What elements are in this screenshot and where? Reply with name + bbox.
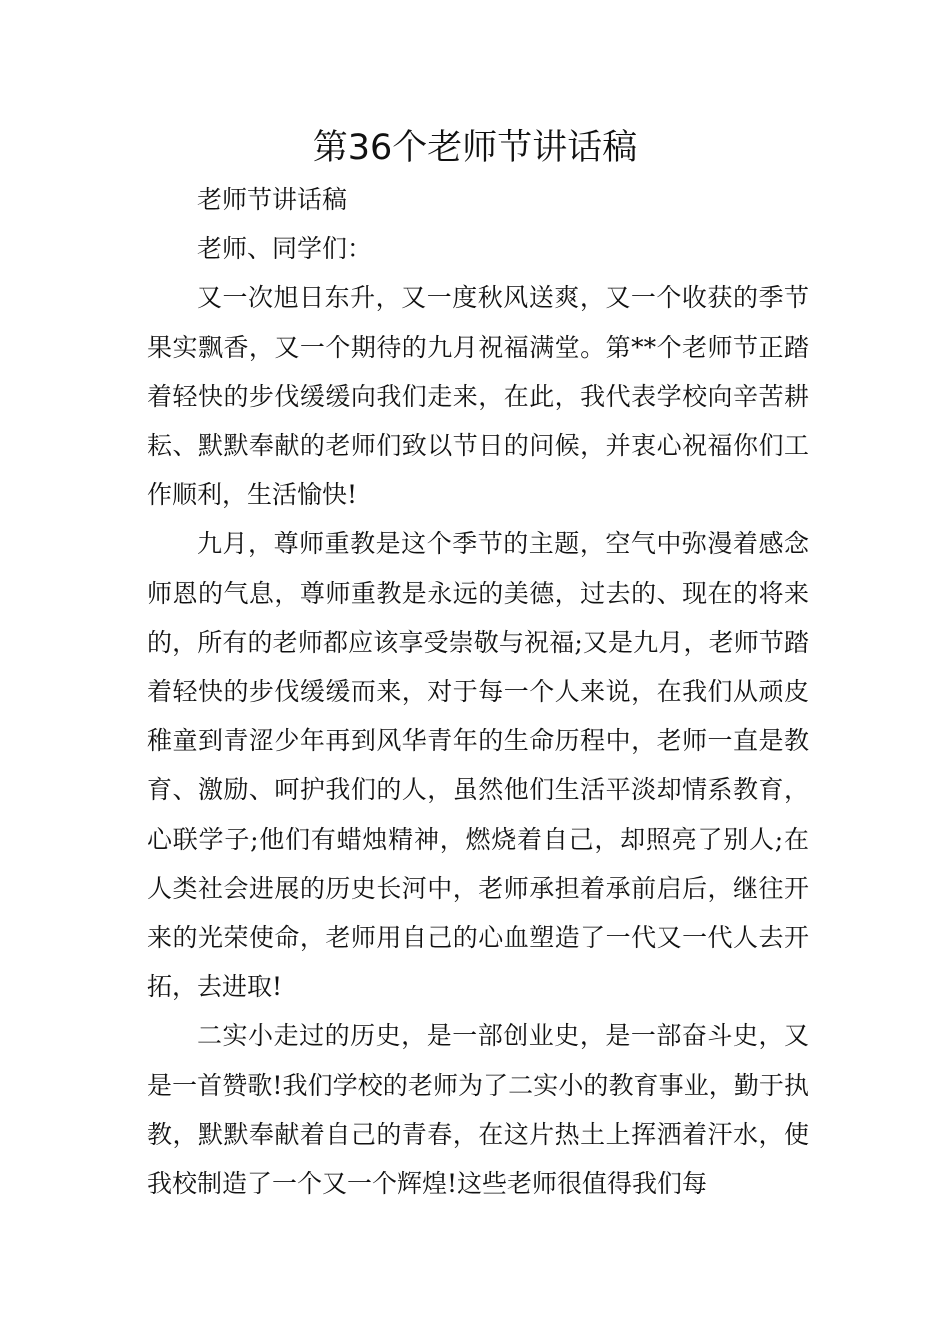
document-body xyxy=(147,175,809,1208)
paragraph-september: 九月，尊师重教是这个季节的主题，空气中弥漫着感念师恩的气息，尊师重教是永远的美德，过去的、现在的将来的，所有的老师都应该享受崇敬与祝福;又是九月，老师节踏着轻快的步伐缓缓而来，对于每一个人来说，在我们从顽皮稚童到青涩少年再到风华青年的生命历程中，老师一直是教育、激励、呵护我们的人，虽然他们生活平淡却情系教育，心联学子;他们有蜡烛精神，燃烧着自己，却照亮了别人;在人类社会进展的历史长河中，老师承担着承前启后，继往开来的光荣使命，老师用自己的心血塑造了一代又一代人去开拓，去进取! xyxy=(147,529,809,1002)
paragraph-school-history: 二实小走过的历史，是一部创业史，是一部奋斗史，又是一首赞歌!我们学校的老师为了二实小的教育事业，勤于执教，默默奉献着自己的青春，在这片热土上挥洒着汗水，使我校制造了一个又一个辉煌!这些老师很值得我们每 xyxy=(147,1021,809,1199)
paragraph-opening: 又一次旭日东升，又一度秋风送爽，又一个收获的季节果实飘香，又一个期待的九月祝福满堂。第**个老师节正踏着轻快的步伐缓缓向我们走来，在此，我代表学校向辛苦耕耘、默默奉献的老师们致以节日的问候，并衷心祝福你们工作顺利，生活愉快! xyxy=(147,283,809,510)
speech-heading: 老师节讲话稿 xyxy=(197,185,348,214)
document-title: 第36个老师节讲话稿 xyxy=(312,128,638,168)
salutation: 老师、同学们： xyxy=(197,234,373,264)
